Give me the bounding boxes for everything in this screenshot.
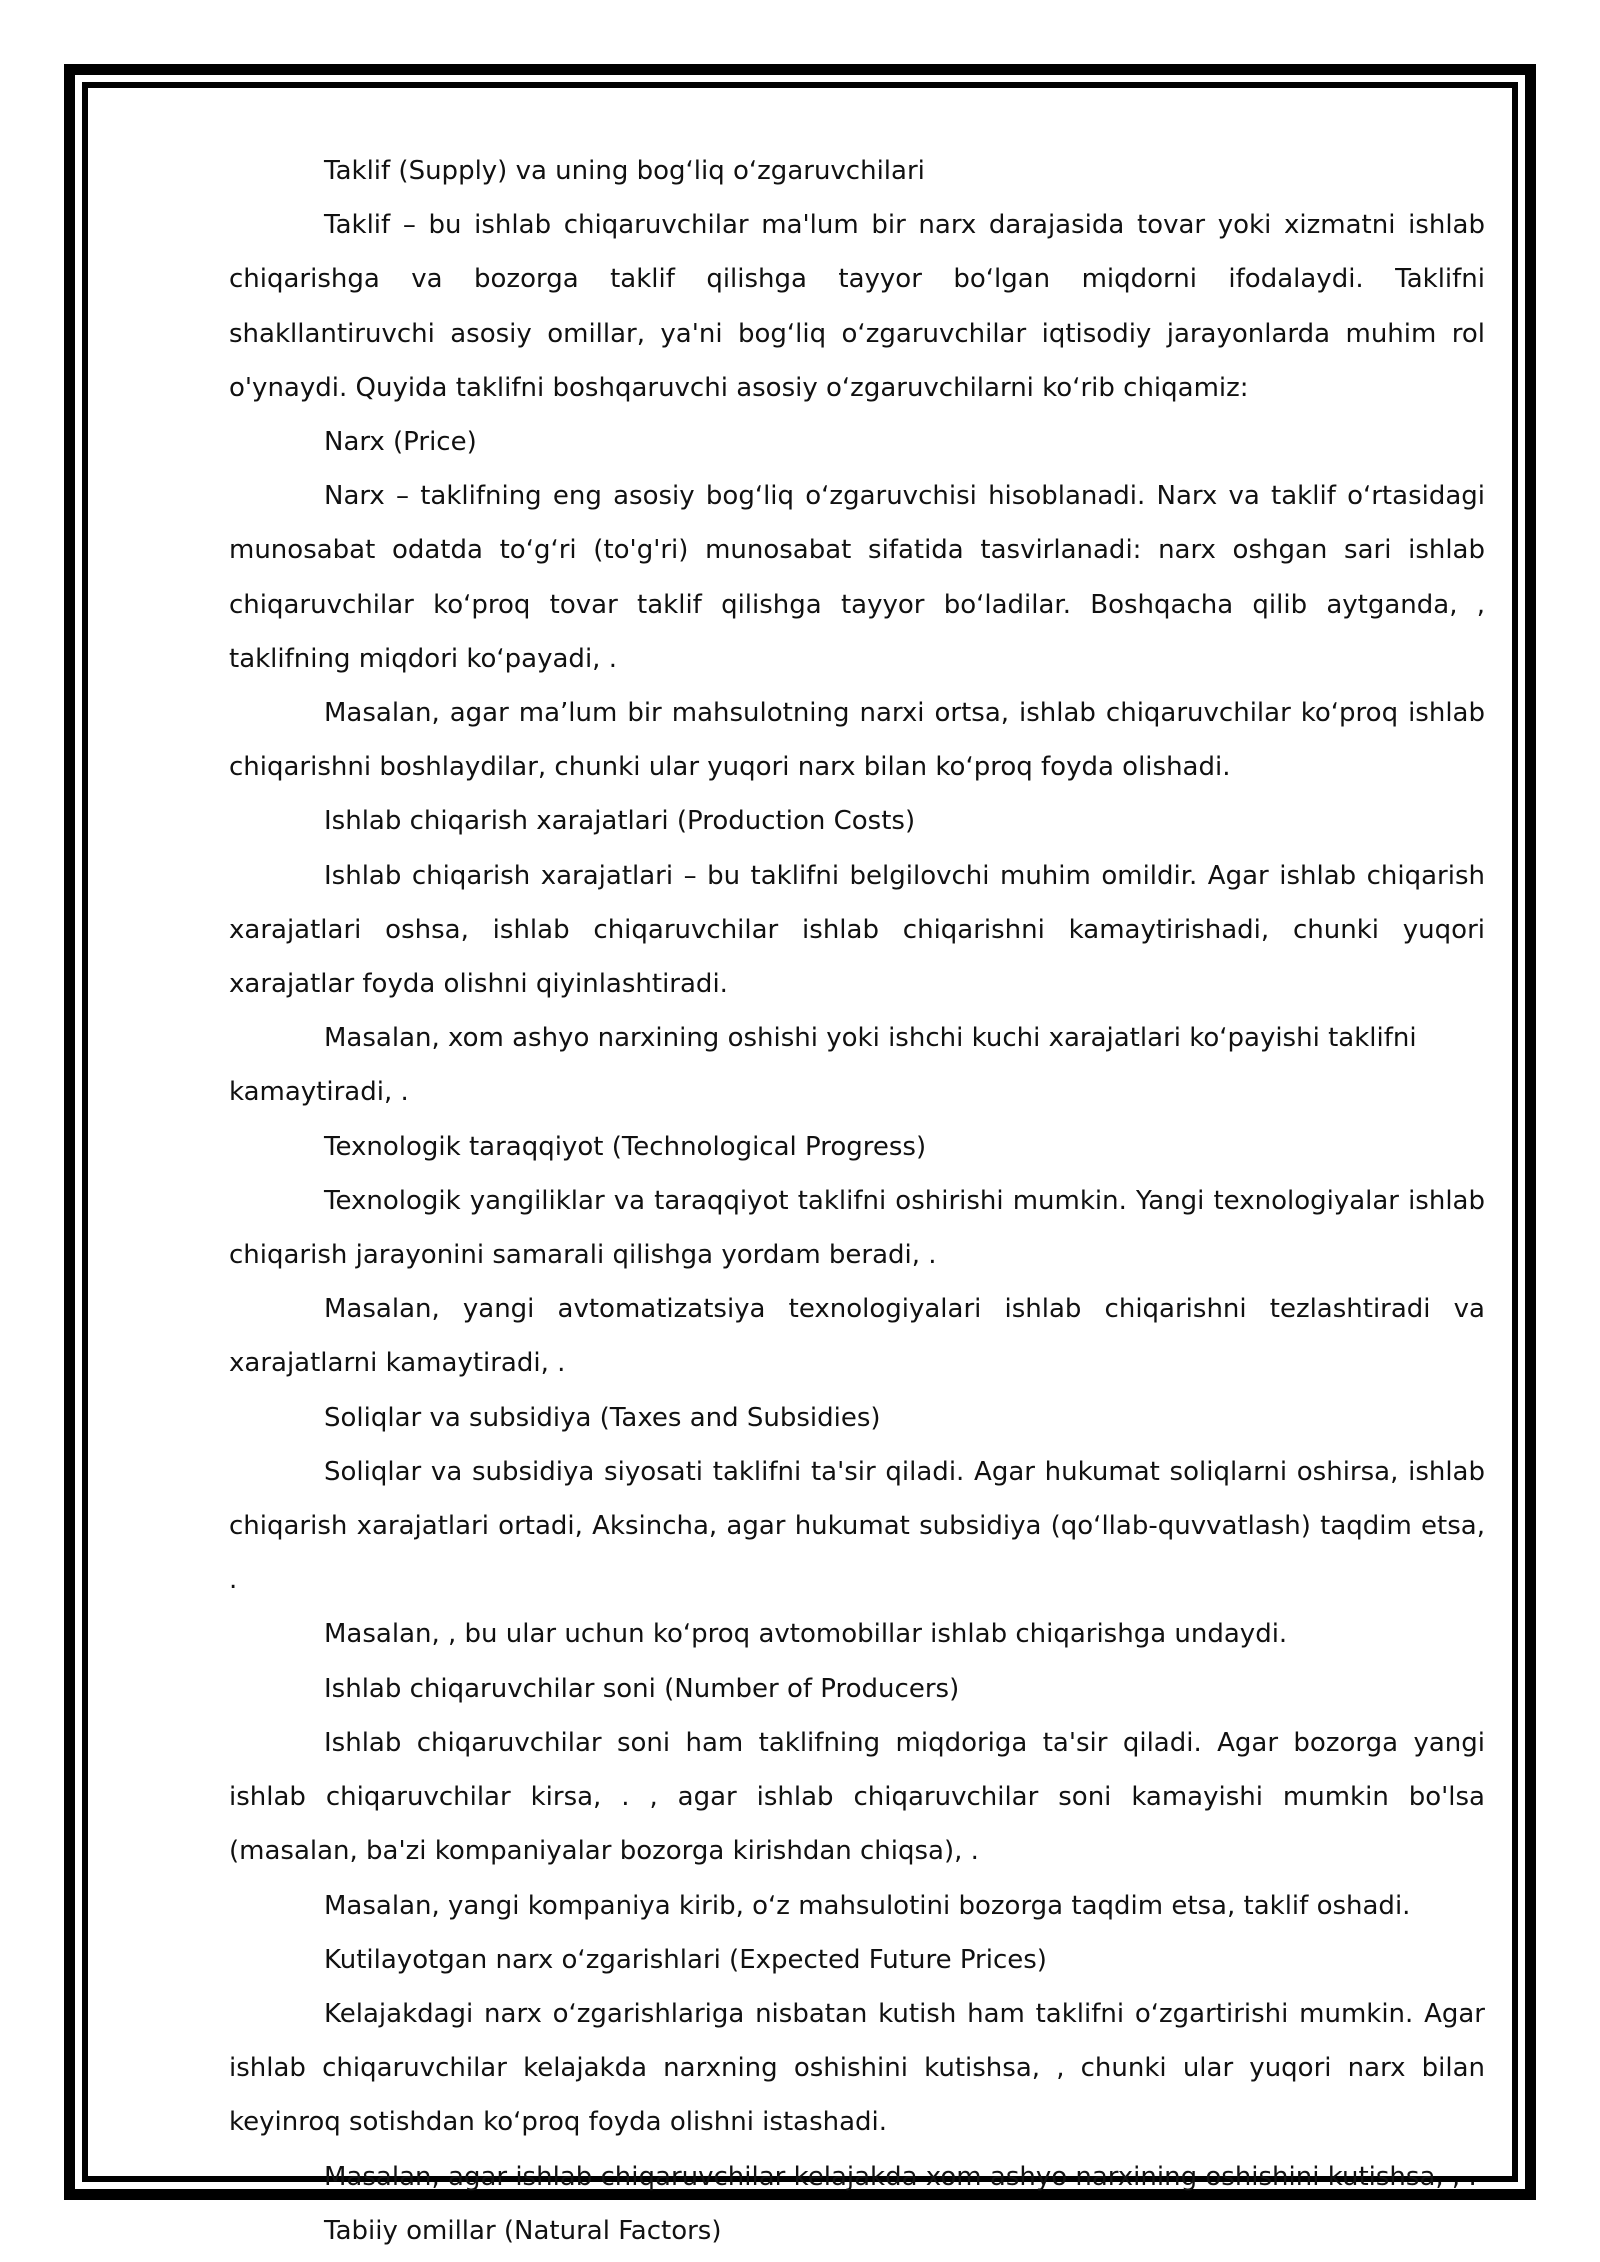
paragraph-expected-prices: Kelajakdagi narx oʻzgarishlariga nisbatan kutish ham taklifni oʻzgartirishi mumkin. Agar ishlab chiqaruvchilar kelajakda narxning oshishini kutishsa, , chunki ular yuqori narx bilan keyinroq sotishdan koʻproq foyda olishni istashadi. [229, 1998, 1485, 2138]
paragraph-producers-example: Masalan, yangi kompaniya kirib, oʻz mahsulotini bozorga taqdim etsa, taklif oshadi. [324, 1890, 1411, 1921]
paragraph-taxes-example: Masalan, , bu ular uchun koʻproq avtomobillar ishlab chiqarishga undaydi. [324, 1619, 1288, 1650]
section-heading-production-costs: Ishlab chiqarish xarajatlari (Production Costs) [324, 806, 916, 837]
paragraph-production-costs-example: Masalan, xom ashyo narxining oshishi yoki ishchi kuchi xarajatlari koʻpayishi taklifni kamaytiradi, . [229, 1023, 1417, 1108]
paragraph-taxes: Soliqlar va subsidiya siyosati taklifni ta'sir qiladi. Agar hukumat soliqlarni oshirsa, ishlab chiqarish xarajatlari ortadi, Aksincha, agar hukumat subsidiya (qoʻllab-quvvatlash) taqdim etsa, . [229, 1456, 1485, 1596]
paragraph-price-example: Masalan, agar maʼlum bir mahsulotning narxi ortsa, ishlab chiqaruvchilar koʻproq ishlab chiqarishni boshlaydilar, chunki ular yuqori narx bilan koʻproq foyda olishadi. [229, 698, 1485, 783]
section-heading-technology: Texnologik taraqqiyot (Technological Progress) [324, 1131, 927, 1162]
paragraph-supply-definition: Taklif – bu ishlab chiqaruvchilar ma'lum bir narx darajasida tovar yoki xizmatni ishlab chiqarishga va bozorga taklif qilishga tayyor boʻlgan miqdorni ifodalaydi. Taklifni shakllantiruvchi asosiy omillar, ya'ni bogʻliq oʻzgaruvchilar iqtisodiy jarayonlarda muhim rol o'ynaydi. Quyida taklifni boshqaruvchi asosiy oʻzgaruvchilarni koʻrib chiqamiz: [229, 210, 1485, 403]
paragraph-expected-prices-example: Masalan, agar ishlab chiqaruvchilar kelajakda xom ashyo narxining oshishini kutishsa, , . [324, 2161, 1477, 2192]
paragraph-price-relation: Narx – taklifning eng asosiy bogʻliq oʻzgaruvchisi hisoblanadi. Narx va taklif oʻrtasidagi munosabat odatda toʻgʻri (to'g'ri) munosabat sifatida tasvirlanadi: narx oshgan sari ishlab chiqaruvchilar koʻproq tovar taklif qilishga tayyor boʻladilar. Boshqacha qilib aytganda, , taklifning miqdori koʻpayadi, . [229, 481, 1485, 674]
section-heading-taxes: Soliqlar va subsidiya (Taxes and Subsidies) [324, 1402, 881, 1433]
paragraph-producers: Ishlab chiqaruvchilar soni ham taklifning miqdoriga ta'sir qiladi. Agar bozorga yangi ishlab chiqaruvchilar kirsa, . , agar ishlab chiqaruvchilar soni kamayishi mumkin bo'lsa (masalan, ba'zi kompaniyalar bozorga kirishdan chiqsa), . [229, 1727, 1485, 1867]
paragraph-technology-example: Masalan, yangi avtomatizatsiya texnologiyalari ishlab chiqarishni tezlashtiradi va xarajatlarni kamaytiradi, . [229, 1294, 1485, 1379]
section-heading-natural-factors: Tabiiy omillar (Natural Factors) [324, 2215, 722, 2246]
document-body [229, 144, 1485, 2258]
section-heading-supply: Taklif (Supply) va uning bogʻliq oʻzgaruvchilari [324, 156, 925, 186]
section-heading-expected-prices: Kutilayotgan narx oʻzgarishlari (Expected Future Prices) [324, 1944, 1047, 1975]
paragraph-production-costs: Ishlab chiqarish xarajatlari – bu taklifni belgilovchi muhim omildir. Agar ishlab chiqarish xarajatlari oshsa, ishlab chiqaruvchilar ishlab chiqarishni kamaytirishadi, chunki yuqori xarajatlar foyda olishni qiyinlashtiradi. [229, 860, 1485, 1000]
paragraph-technology: Texnologik yangiliklar va taraqqiyot taklifni oshirishi mumkin. Yangi texnologiyalar ishlab chiqarish jarayonini samarali qilishga yordam beradi, . [229, 1185, 1485, 1271]
section-heading-producers: Ishlab chiqaruvchilar soni (Number of Producers) [324, 1673, 960, 1704]
section-heading-price: Narx (Price) [324, 427, 477, 458]
